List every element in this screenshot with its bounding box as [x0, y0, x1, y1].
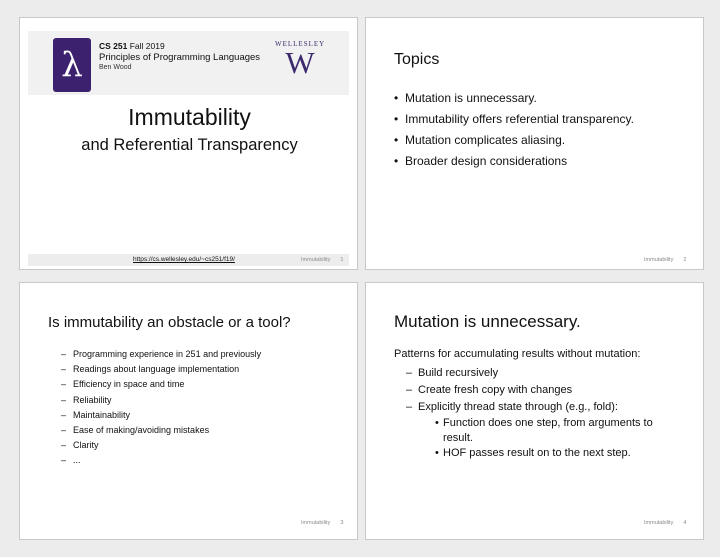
sub-list-container	[406, 416, 673, 461]
page-number: 2	[683, 257, 687, 263]
slide-subtitle: and Referential Transparency	[81, 136, 298, 154]
list-item: – Efficiency in space and time	[61, 377, 261, 392]
patterns-list	[406, 365, 673, 461]
sub-list-item: • HOF passes result on to the next step.	[435, 446, 673, 461]
list-item: – Explicitly thread state through (e.g., fold):	[406, 399, 673, 416]
slide-footer	[644, 520, 686, 526]
slide-footer	[644, 257, 686, 263]
sub-list-item: • Function does one step, from arguments to result.	[435, 416, 673, 446]
list-item: – Programming experience in 251 and previously	[61, 347, 261, 362]
slide-footer	[301, 257, 343, 263]
fold-sub-list	[418, 416, 673, 461]
course-line	[99, 41, 165, 51]
footer-label: Immutability	[644, 257, 674, 263]
slide-1	[19, 17, 358, 270]
topics-list	[394, 88, 634, 172]
considerations-list	[61, 347, 261, 469]
slide-title: Mutation is unnecessary.	[394, 312, 581, 331]
footer-label: Immutability	[301, 520, 331, 526]
page-number: 3	[340, 520, 344, 526]
page-number: 4	[683, 520, 687, 526]
footer-label: Immutability	[644, 520, 674, 526]
list-item: – Reliability	[61, 393, 261, 408]
slide-footer	[301, 520, 343, 526]
list-item: – Maintainability	[61, 408, 261, 423]
list-item: – Ease of making/avoiding mistakes	[61, 423, 261, 438]
lambda-glyph: λ	[61, 45, 83, 85]
list-item: • Broader design considerations	[394, 151, 634, 172]
list-item: – Clarity	[61, 438, 261, 453]
course-term: Fall 2019	[129, 41, 165, 51]
instructor-name: Ben Wood	[99, 64, 132, 71]
slide-title: Topics	[394, 51, 440, 68]
slide-title: Immutability	[128, 104, 251, 130]
course-code: CS 251	[99, 41, 128, 51]
list-item: • Immutability offers referential transparency.	[394, 109, 634, 130]
college-mark: W	[285, 48, 315, 76]
list-item: • Mutation complicates aliasing.	[394, 130, 634, 151]
list-item: – Create fresh copy with changes	[406, 382, 673, 399]
course-url-link[interactable]: https://cs.wellesley.edu/~cs251/f19/	[133, 256, 235, 263]
list-item: – ...	[61, 453, 261, 468]
lambda-logo	[53, 38, 91, 92]
slide-2	[365, 17, 704, 270]
list-item: – Build recursively	[406, 365, 673, 382]
college-name: WELLESLEY	[275, 40, 326, 48]
slide-3	[19, 282, 358, 540]
list-item: • Mutation is unnecessary.	[394, 88, 634, 109]
slide-intro: Patterns for accumulating results without mutation:	[394, 348, 641, 360]
slide-title: Is immutability an obstacle or a tool?	[48, 314, 291, 331]
footer-label: Immutability	[301, 257, 331, 263]
page-number: 1	[340, 257, 344, 263]
course-title: Principles of Programming Languages	[99, 52, 261, 63]
slide-4	[365, 282, 704, 540]
list-item: – Readings about language implementation	[61, 362, 261, 377]
wellesley-logo	[280, 48, 320, 76]
